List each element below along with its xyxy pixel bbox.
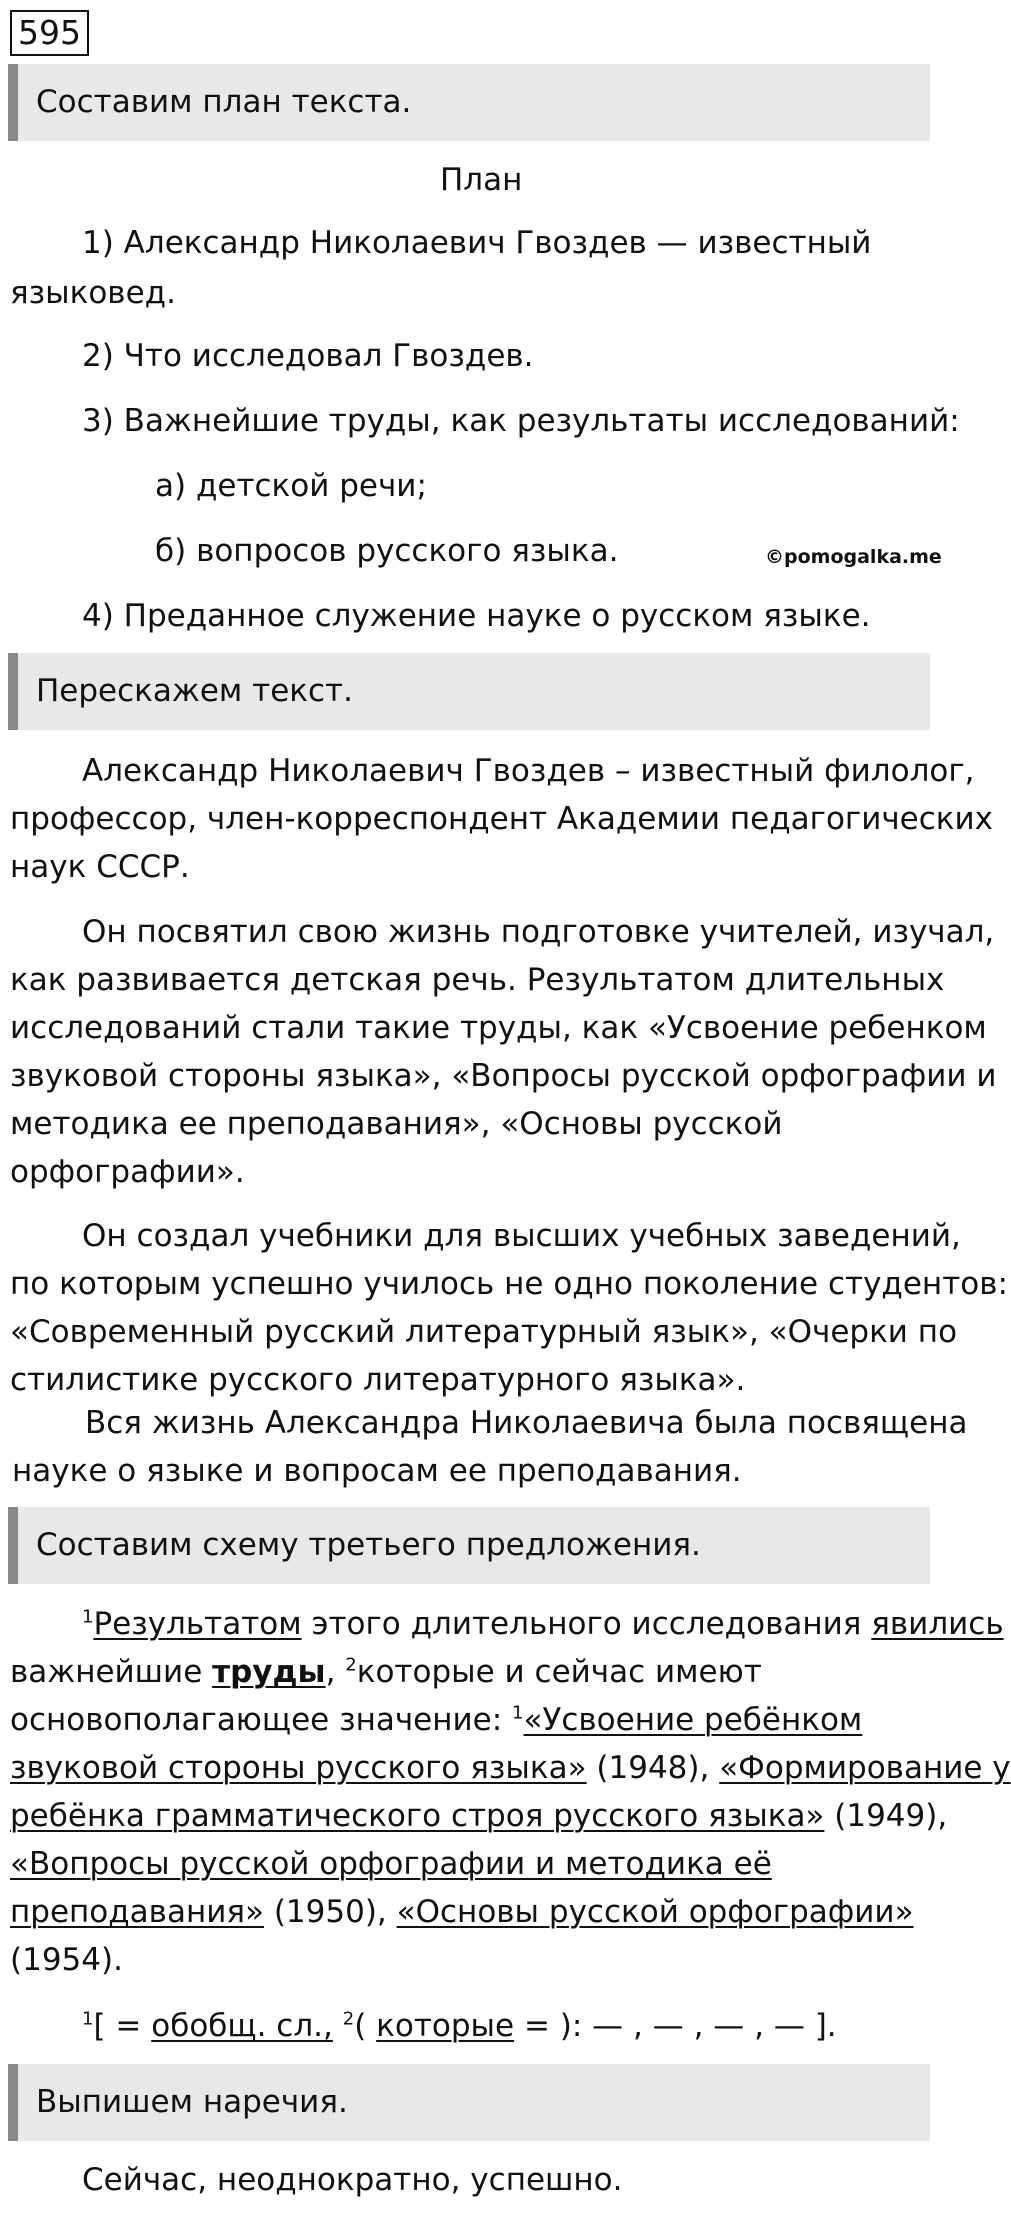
retell-p2-line: Он посвятил свою жизнь подготовке учителей, изучал, — [82, 914, 995, 950]
scheme-line-5: ребёнка грамматического строя русского языка» (1949), — [10, 1798, 948, 1834]
scheme-line-7: преподавания» (1950), «Основы русской орфографии» — [10, 1894, 914, 1930]
plan-item-3a: а) детской речи; — [155, 468, 427, 504]
plan-item-3b: б) вопросов русского языка. — [155, 533, 619, 569]
scheme-line-1: $^1$Результатом этого длительного исследования явились — [82, 1606, 1004, 1642]
section-header-adverbs: Выпишем наречия. — [8, 2064, 930, 2141]
plan-item-3: 3) Важнейшие труды, как результаты исследований: — [82, 403, 960, 439]
adverbs-answer: Сейчас, неоднократно, успешно. — [82, 2162, 623, 2198]
scheme-line-2: важнейшие труды, $^2$которые и сейчас имеют — [10, 1654, 762, 1690]
scheme-line-3: основополагающее значение: $^1$«Усвоение ребёнком — [10, 1702, 863, 1738]
scheme-line-4: звуковой стороны русского языка» (1948), «Формирование у — [10, 1750, 1011, 1786]
retell-p3-line: по которым успешно училось не одно поколение студентов: — [10, 1266, 1008, 1302]
bold-underlined-word: труды — [212, 1654, 326, 1690]
underlined-predicate: явились — [871, 1606, 1004, 1642]
underlined-subject: Результатом — [93, 1606, 302, 1642]
retell-p4-line: Вся жизнь Александра Николаевича была посвящена — [85, 1405, 968, 1441]
retell-p3-line: «Современный русский литературный язык», «Очерки по — [10, 1314, 958, 1350]
retell-p1-line: профессор, член-корреспондент Академии педагогических — [10, 801, 994, 837]
retell-p2-line: методика ее преподавания», «Основы русской — [10, 1106, 783, 1142]
retell-p2-line: как развивается детская речь. Результатом длительных — [10, 962, 945, 998]
plan-item-2: 2) Что исследовал Гвоздев. — [82, 338, 534, 374]
scheme-line-8: (1954). — [10, 1942, 123, 1978]
plan-item-1: 1) Александр Николаевич Гвоздев — известный — [82, 225, 872, 261]
clause-index-2: 2 — [345, 1654, 357, 1676]
sentence-scheme-formula: $^1$[ = обобщ. сл., $^2$( которые = ): — , — , — , — ]. — [82, 2008, 837, 2044]
retell-p2-line: орфографии». — [10, 1154, 245, 1190]
section-header-retell: Перескажем текст. — [8, 653, 930, 730]
retell-p4-line: науке о языке и вопросам ее преподавания. — [12, 1453, 742, 1489]
retell-p3-line: стилистике русского литературного языка». — [10, 1362, 746, 1398]
retell-p2-line: исследований стали такие труды, как «Усвоение ребенком — [10, 1010, 987, 1046]
watermark: ©pomogalka.me — [765, 546, 942, 568]
section-header-scheme: Составим схему третьего предложения. — [8, 1507, 930, 1584]
retell-p2-line: звуковой стороны языка», «Вопросы русской орфографии и — [10, 1058, 997, 1094]
plan-title: План — [440, 162, 523, 198]
scheme-line-6: «Вопросы русской орфографии и методика её — [10, 1846, 772, 1882]
plan-item-4: 4) Преданное служение науке о русском языке. — [82, 598, 871, 634]
retell-p1-line: Александр Николаевич Гвоздев – известный филолог, — [82, 753, 975, 789]
plan-item-1-cont: языковед. — [10, 275, 176, 311]
clause-index-1: 1 — [82, 1606, 94, 1628]
section-header-plan: Составим план текста. — [8, 64, 930, 141]
task-number: 595 — [10, 10, 89, 56]
retell-p3-line: Он создал учебники для высших учебных заведений, — [82, 1218, 961, 1254]
retell-p1-line: наук СССР. — [10, 849, 190, 885]
